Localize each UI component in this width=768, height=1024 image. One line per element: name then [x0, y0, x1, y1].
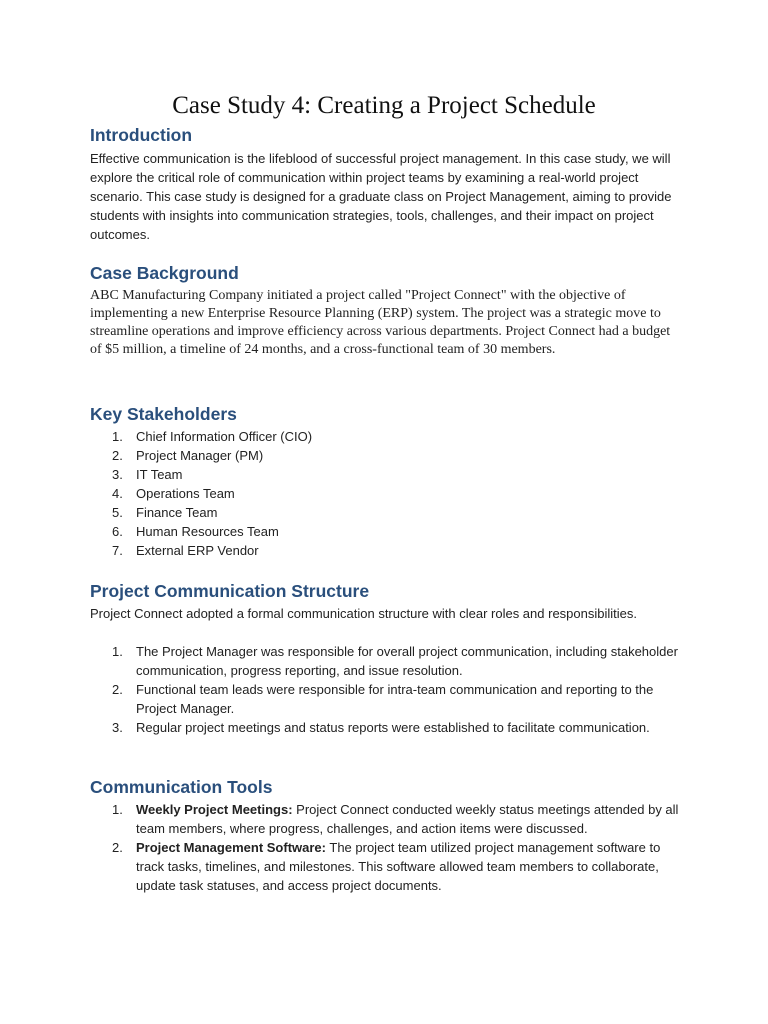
communication-structure-list [90, 642, 680, 737]
list-number: 2. [112, 448, 123, 463]
list-number: 1. [112, 802, 123, 817]
list-item [90, 446, 680, 465]
list-number: 5. [112, 505, 123, 520]
list-item-text: IT Team [136, 467, 183, 482]
communication-tools-list [90, 800, 680, 895]
list-item [90, 465, 680, 484]
list-number: 2. [112, 840, 123, 855]
list-item [90, 680, 680, 718]
list-item-text: Human Resources Team [136, 524, 279, 539]
document-title: Case Study 4: Creating a Project Schedule [172, 92, 596, 119]
list-item [90, 541, 680, 560]
list-number: 1. [112, 429, 123, 444]
list-item-text: Finance Team [136, 505, 218, 520]
list-item-text: Chief Information Officer (CIO) [136, 429, 313, 444]
list-number: 1. [112, 644, 123, 659]
list-number: 7. [112, 543, 123, 558]
list-item-text: Operations Team [136, 486, 235, 501]
list-number: 2. [112, 682, 123, 697]
communication-structure-heading: Project Communication Structure [90, 581, 370, 601]
list-item-label: Project Management Software: [136, 840, 326, 855]
list-item-text: Functional team leads were responsible for intra-team communication and reporting to the Project Manager. [136, 682, 654, 716]
list-item-text: The Project Manager was responsible for overall project communication, including stakeholder communication, progress reporting, and issue resolution. [136, 644, 678, 678]
list-item [90, 503, 680, 522]
list-number: 6. [112, 524, 123, 539]
stakeholders-list [90, 427, 680, 560]
list-item-text: Project Manager (PM) [136, 448, 264, 463]
list-item-text: The project team utilized project management software to track tasks, timelines, and milestones. This software allowed team members to collaborate, update task statuses, and access project documents. [136, 840, 661, 893]
list-item [90, 642, 680, 680]
communication-tools-heading: Communication Tools [90, 777, 273, 797]
case-background-paragraph: ABC Manufacturing Company initiated a project called "Project Connect" with the objective of implementing a new Enterprise Resource Planning (ERP) system. The project was a strategic move to streamline operations and improve efficiency across various departments. Project Connect had a budget of $5 million, a timeline of 24 months, and a cross-functional team of 30 members. [90, 288, 671, 357]
list-item [90, 718, 680, 737]
list-number: 3. [112, 467, 123, 482]
introduction-heading: Introduction [90, 125, 193, 145]
communication-structure-paragraph: Project Connect adopted a formal communication structure with clear roles and responsibilities. [90, 606, 637, 621]
list-item-text: External ERP Vendor [136, 543, 259, 558]
list-number: 4. [112, 486, 123, 501]
introduction-paragraph: Effective communication is the lifeblood of successful project management. In this case study, we will explore the critical role of communication within project teams by examining a real-world project scenario. This case study is designed for a graduate class on Project Management, aiming to provide students with insights into communication strategies, tools, challenges, and their impact on project outcomes. [90, 151, 672, 242]
list-item-label: Weekly Project Meetings: [136, 802, 293, 817]
list-item [90, 427, 680, 446]
list-item [90, 800, 680, 838]
list-number: 3. [112, 720, 123, 735]
case-background-heading: Case Background [90, 263, 239, 283]
list-item [90, 838, 680, 895]
key-stakeholders-heading: Key Stakeholders [90, 404, 237, 424]
list-item-text: Regular project meetings and status reports were established to facilitate communication. [136, 720, 650, 735]
list-item-text: Project Connect conducted weekly status meetings attended by all team members, where progress, challenges, and action items were discussed. [136, 802, 679, 836]
list-item [90, 484, 680, 503]
list-item [90, 522, 680, 541]
